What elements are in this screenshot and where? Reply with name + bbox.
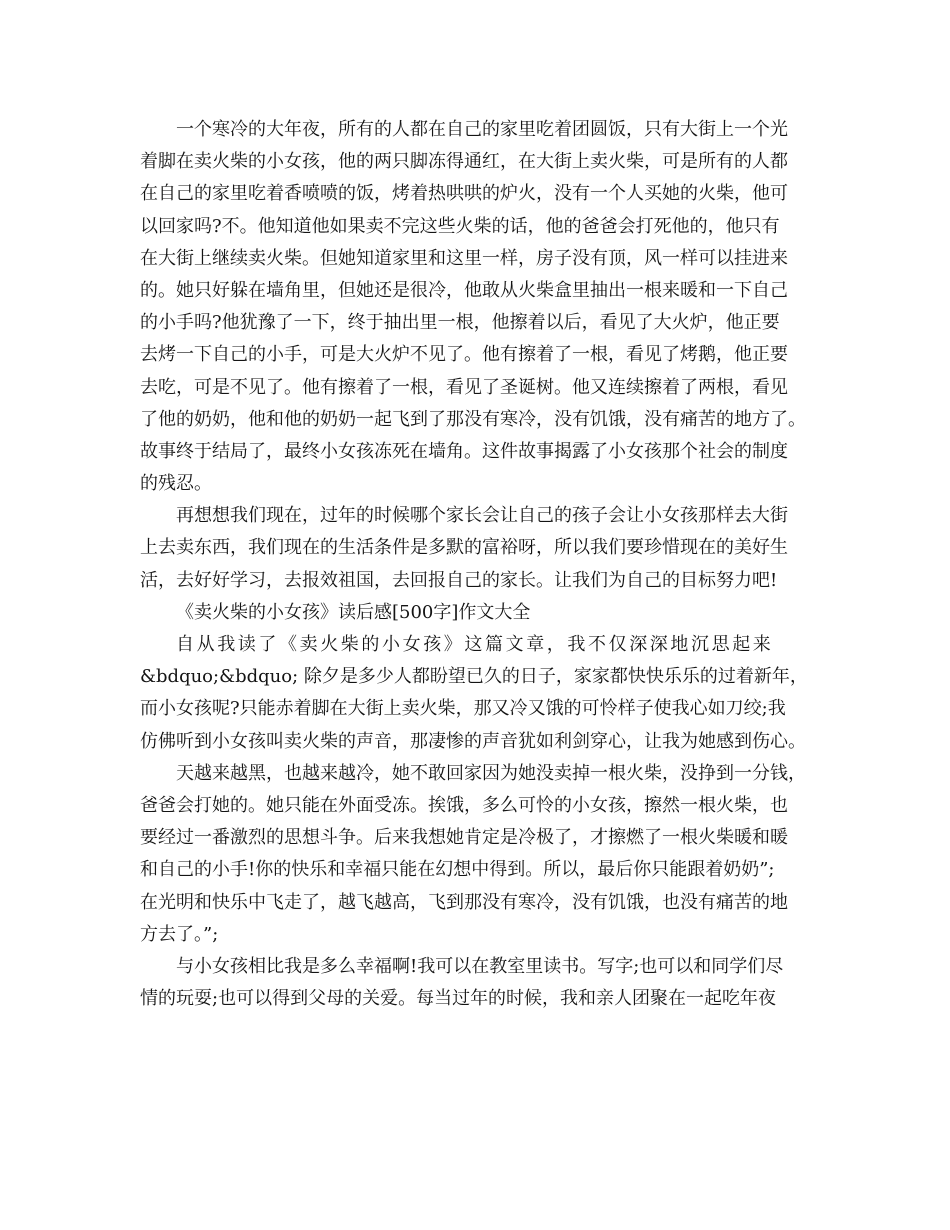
text-line: 和自己的小手!你的快乐和幸福只能在幻想中得到。所以，最后你只能跟着奶奶”; — [140, 859, 775, 881]
text-line: 而小女孩呢?只能赤着脚在大街上卖火柴，那又冷又饿的可怜样子使我心如刀绞;我 — [140, 698, 786, 720]
text-line: 情的玩耍;也可以得到父母的关爱。每当过年的时候，我和亲人团聚在一起吃年夜 — [140, 988, 777, 1010]
paragraph-4 — [140, 758, 820, 951]
text-line: 以回家吗?不。他知道他如果卖不完这些火柴的话，他的爸爸会打死他的，他只有 — [140, 215, 780, 237]
text-line: 天越来越黑，也越来越冷，她不敢回家因为她没卖掉一根火柴，没挣到一分钱， — [176, 762, 806, 784]
text-line: 的小手吗?他犹豫了一下，终于抽出里一根，他擦着以后，看见了大火炉，他正要 — [140, 312, 780, 334]
text-line: 爸爸会打她的。她只能在外面受冻。挨饿，多么可怜的小女孩，擦然一根火柴，也 — [140, 794, 788, 816]
text-line: 自从我读了《卖火柴的小女孩》这篇文章，我不仅深深地沉思起来 — [176, 634, 774, 655]
text-line: 去吃，可是不见了。他有擦着了一根，看见了圣诞树。他又连续擦着了两根，看见 — [140, 376, 788, 398]
paragraph-3 — [140, 629, 820, 758]
text-line: &bdquo;&bdquo; 除夕是多少人都盼望已久的日子，家家都快快乐乐的过着新年， — [140, 666, 808, 688]
text-line: 在自己的家里吃着香喷喷的饭，烤着热哄哄的炉火，没有一个人买她的火柴，他可 — [140, 183, 788, 205]
text-line: 一个寒冷的大年夜，所有的人都在自己的家里吃着团圆饭，只有大街上一个光 — [176, 119, 788, 140]
text-line: 在大街上继续卖火柴。但她知道家里和这里一样，房子没有顶，风一样可以挂进来 — [140, 247, 788, 269]
text-line: 再想想我们现在，过年的时候哪个家长会让自己的孩子会让小女孩那样去大街 — [176, 505, 788, 527]
text-line: 的残忍。 — [140, 473, 212, 495]
paragraph-2 — [140, 500, 820, 597]
text-line: 故事终于结局了，最终小女孩冻死在墙角。这件故事揭露了小女孩那个社会的制度 — [140, 440, 788, 462]
document-body — [140, 114, 820, 1015]
paragraph-5 — [140, 951, 820, 1015]
text-line: 去烤一下自己的小手，可是大火炉不见了。他有擦着了一根，看见了烤鹅，他正要 — [140, 344, 788, 366]
text-line: 上去卖东西，我们现在的生活条件是多默的富裕呀，所以我们要珍惜现在的美好生 — [140, 537, 788, 559]
text-line: 的。她只好躲在墙角里，但她还是很冷，他敢从火柴盒里抽出一根来暖和一下自己 — [140, 279, 788, 301]
text-line: 要经过一番激烈的思想斗争。后来我想她肯定是冷极了，才擦燃了一根火柴暖和暖 — [140, 827, 788, 849]
text-line: 在光明和快乐中飞走了，越飞越高，飞到那没有寒冷，没有饥饿，也没有痛苦的地 — [140, 891, 788, 913]
text-line: 了他的奶奶，他和他的奶奶一起飞到了那没有寒冷，没有饥饿，没有痛苦的地方了。 — [140, 408, 806, 430]
text-line: 着脚在卖火柴的小女孩，他的两只脚冻得通红，在大街上卖火柴，可是所有的人都 — [140, 151, 788, 173]
heading-line: 《卖火柴的小女孩》读后感[500字]作文大全 — [176, 601, 531, 623]
text-line: 与小女孩相比我是多么幸福啊!我可以在教室里读书。写字;也可以和同学们尽 — [176, 955, 784, 977]
text-line: 仿佛听到小女孩叫卖火柴的声音，那凄惨的声音犹如利剑穿心，让我为她感到伤心。 — [140, 730, 806, 752]
text-line: 方去了。”; — [140, 923, 219, 945]
text-line: 活，去好好学习，去报效祖国，去回报自己的家长。让我们为自己的目标努力吧! — [140, 569, 778, 591]
paragraph-1 — [140, 114, 820, 500]
section-heading — [140, 597, 820, 629]
